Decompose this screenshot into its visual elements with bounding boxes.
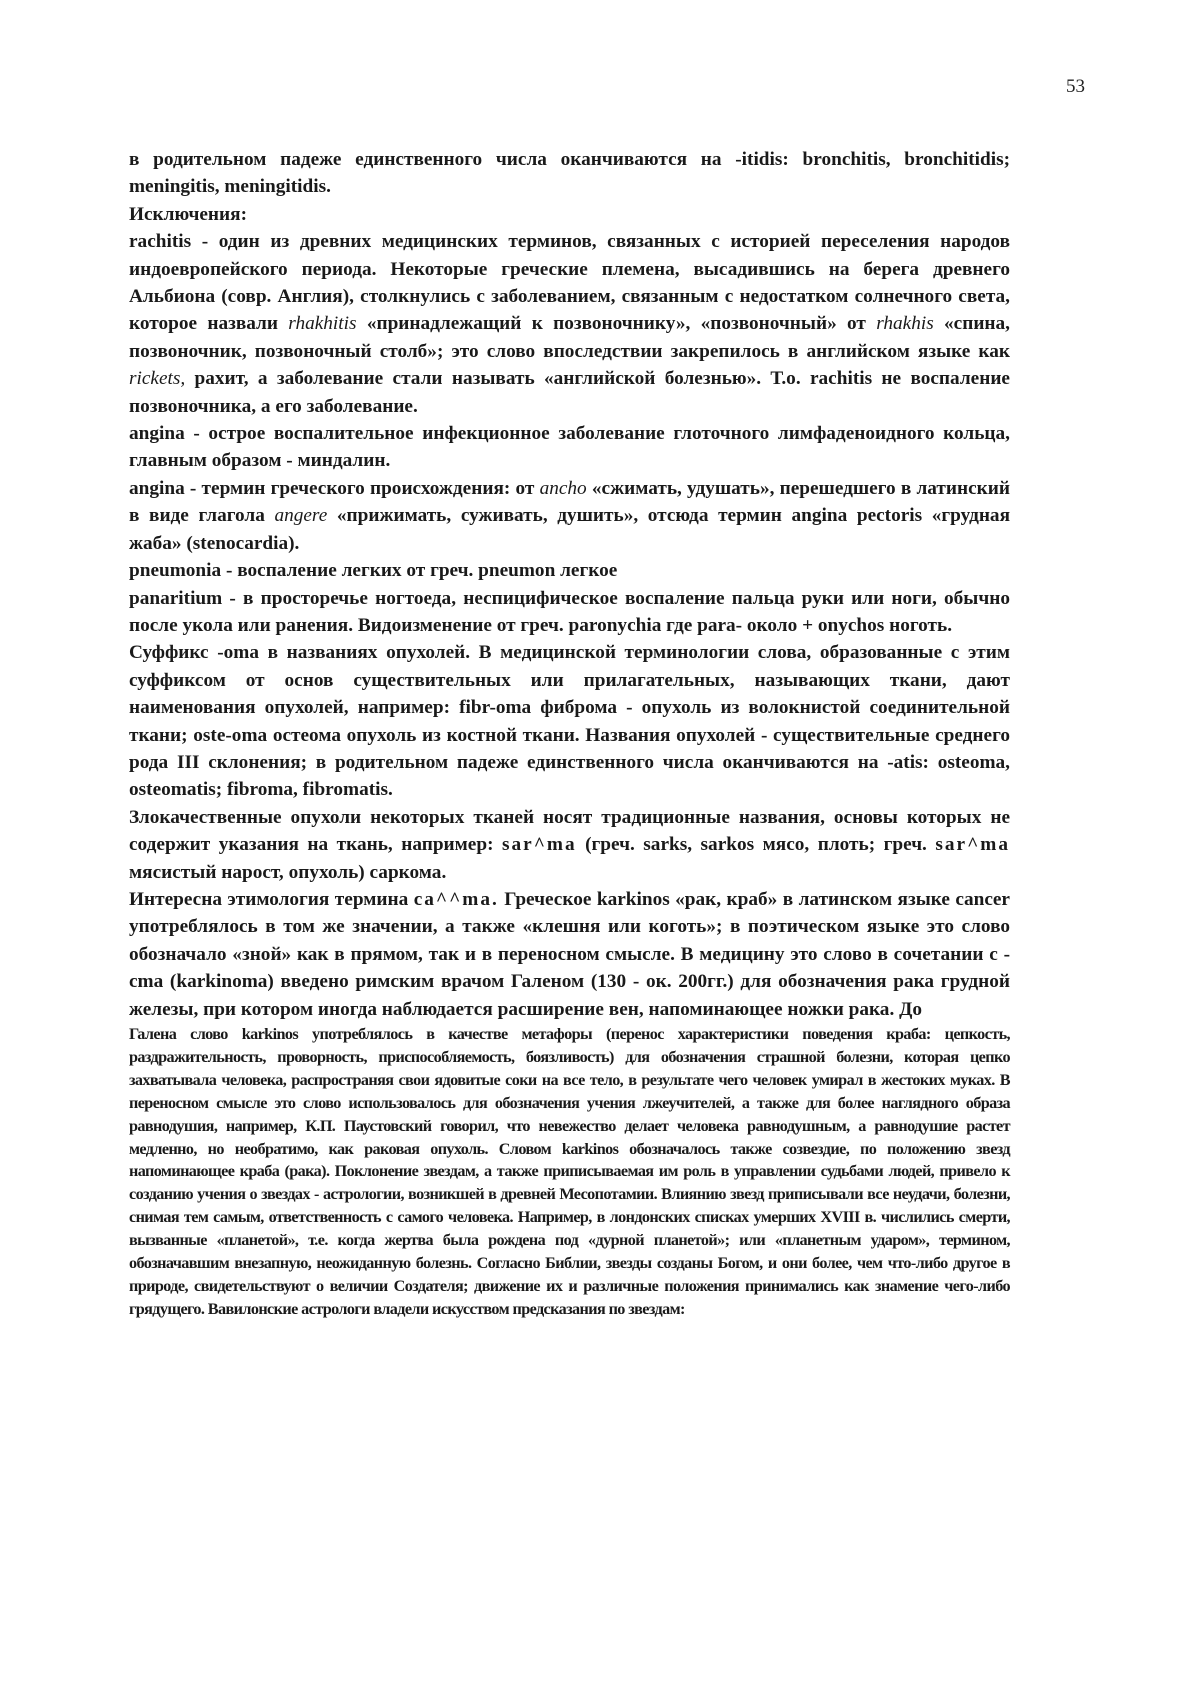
paragraph bbox=[129, 420, 1010, 475]
body-text bbox=[129, 146, 1010, 1321]
text-run: Суффикс -oma в названиях опухолей. В медицинской терминологии слова, образованные с этим суффиксом от основ существительных или прилагательных, называющих ткани, дают наименования опухолей, например: fibr-oma фиброма - опухоль из волокнистой соединительной ткани; oste-oma остеома опухоль из костной ткани. Названия опухолей - существительные среднего рода III склонения; в родительном падеже единственного числа оканчиваются на -atis: osteoma, osteomatis; fibroma, fibromatis. bbox=[129, 642, 1010, 801]
italic-term: rhakhis bbox=[876, 313, 934, 335]
text-run: мясистый нарост, опухоль) саркома. bbox=[129, 861, 447, 883]
text-run: panaritium - в просторечье ногтоеда, неспицифическое воспаление пальца руки или ноги, обычно после укола или ранения. Видоизменение от греч. paronychia где para- около + onychos ноготь. bbox=[129, 587, 1010, 636]
text-run: Галена слово karkinos употреблялось в качестве метафоры (перенос характеристики поведения краба: цепкость, раздражительность, проворность, приспособляемость, боязливость) для обозначения страшной болезни, которая цепко захватывала человека, распространяя свои ядовитые соки на все тело, в результате чего человек умирал в жестоких муках. В переносном смысле это слово использовалось для обозначения учения лжеучителей, а также для более наглядного образа равнодушия, например, К.П. Паустовский говорил, что невежество делает человека равнодушным, а равнодушие растет медленно, но необратимо, как раковая опухоль. Словом karkinos обозначалось также созвездие, по положению звезд напоминающее краба (рака). Поклонение звездам, а также приписываемая им роль в управлении судьбами людей, привело к созданию учения о звездах - астрологии, возникшей в древней Месопотамии. Влиянию звезд приписывали все неудачи, болезни, снимая тем самым, ответственность с самого человека. Например, в лондонских списках умерших XVIII в. числились смерти, вызванные «планетой», т.е. когда жертва была рождена под «дурной планетой»; или «планетным ударом», термином, обозначавшим внезапную, неожиданную болезнь. Согласно Библии, звезды созданы Богом, и они более, чем что-либо другое в природе, свидетельствуют о величии Создателя; движение их и различные положения принимались как знамение чего-либо грядущего. Вавилонские астрологи владели искусством предсказания по звездам: bbox=[129, 1025, 1010, 1318]
paragraph bbox=[129, 475, 1010, 557]
italic-term: ancho bbox=[539, 477, 587, 499]
paragraph bbox=[129, 585, 1010, 640]
text-run: pneumonia - воспаление легких от греч. pneumon легкое bbox=[129, 560, 618, 582]
text-run: angina - термин греческого происхождения: от bbox=[129, 477, 540, 499]
text-run: «прижимать, суживать, душить», отсюда термин angina pectoris «грудная жаба» (stenocardia). bbox=[129, 505, 1011, 554]
spaced-term: sar^ma bbox=[502, 834, 577, 856]
paragraph bbox=[129, 639, 1010, 803]
paragraph bbox=[129, 886, 1010, 1023]
paragraph bbox=[129, 557, 1010, 584]
text-run: «принадлежащий к позвоночнику», «позвоночный» от bbox=[356, 313, 877, 335]
text-run: rachitis - один из древних медицинских терминов, связанных с историей переселения народов индоевропейского периода. Некоторые греческие племена, высадившись на берега древнего Альбиона (совр. Англия), столкнулись с заболеванием, связанным с недостатком солнечного света, которое назвали bbox=[129, 231, 1010, 335]
text-run: Исключения: bbox=[129, 203, 247, 225]
text-run: Интересна этимология термина bbox=[129, 888, 414, 910]
paragraph bbox=[129, 1023, 1010, 1321]
paragraph bbox=[129, 228, 1010, 420]
italic-term: rhakhitis bbox=[288, 313, 357, 335]
text-run: в родительном падеже единственного числа оканчиваются на -itidis: bronchitis, bronchitidis; meningitis, meningitidis. bbox=[129, 149, 1010, 198]
paragraph bbox=[129, 804, 1010, 886]
italic-term: rickets, bbox=[129, 368, 186, 390]
paragraph bbox=[129, 201, 1010, 228]
text-run: рахит, а заболевание стали называть «английской болезнью». Т.о. rachitis не воспаление позвоночника, а его заболевание. bbox=[129, 368, 1010, 417]
page-number: 53 bbox=[1066, 76, 1085, 97]
text-run: Злокачественные опухоли некоторых тканей носят традиционные названия, основы которых не содержит указания на ткань, например: bbox=[129, 806, 1010, 856]
italic-term: angere bbox=[274, 505, 328, 527]
text-run: «сжимать, удушать», перешедшего в латинский в виде глагола bbox=[129, 477, 1011, 527]
paragraph bbox=[129, 146, 1010, 201]
spaced-term: sar^ma bbox=[935, 834, 1010, 856]
text-run: (греч. sarks, sarkos мясо, плоть; греч. bbox=[576, 834, 936, 856]
text-run: «спина, позвоночник, позвоночный столб»; это слово впоследствии закрепилось в английском языке как bbox=[129, 313, 1011, 362]
spaced-term: ca^^ma. bbox=[413, 888, 499, 910]
text-run: Греческое karkinos «рак, краб» в латинском языке cancer употреблялось в том же значении, а также «клешня или коготь»; в поэтическом языке это слово обозначало «зной» как в прямом, так и в переносном смысле. В медицину это слово в сочетании с -cma (karkinoma) введено римским врачом Галеном (130 - ок. 200гг.) для обозначения рака грудной железы, при котором иногда наблюдается расширение вен, напоминающее ножки рака. До bbox=[129, 888, 1010, 1020]
text-run: angina - острое воспалительное инфекционное заболевание глоточного лимфаденоидного кольца, главным образом - миндалин. bbox=[129, 423, 1010, 472]
